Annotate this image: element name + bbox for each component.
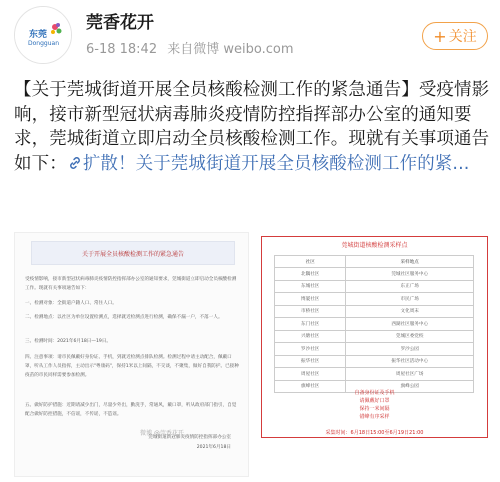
- table-cell: 振华社区: [275, 355, 346, 368]
- post-image-notice[interactable]: [14, 232, 249, 477]
- table-row: [275, 343, 474, 356]
- table-cell: 东门社区: [275, 318, 346, 331]
- post-image-sites[interactable]: [257, 232, 492, 444]
- table-row: [275, 330, 474, 343]
- username[interactable]: 莞香花开: [86, 13, 154, 33]
- svg-text:东莞: 东莞: [29, 30, 48, 40]
- sites-table: [274, 255, 474, 393]
- post-body: 受疫情影响，接市新型冠状病毒肺炎疫情防控指挥部办公室的通知要求，莞城街道立即启动全员核酸检测工作。现就有关事项通告如下：: [14, 80, 490, 174]
- table-cell: 东城社区: [275, 280, 346, 293]
- link-icon: [67, 155, 83, 171]
- table-row: [275, 305, 474, 318]
- table-row: [275, 318, 474, 331]
- table-cell: 北隅社区: [275, 268, 346, 281]
- plus-icon: +: [433, 26, 447, 46]
- watermark: 微博 @莞香花开: [140, 430, 184, 437]
- table-cell: 旗峰公园: [346, 380, 474, 393]
- avatar[interactable]: [14, 6, 72, 64]
- table-cell: 旗峰社区: [275, 380, 346, 393]
- table-cell: 市民广场: [346, 293, 474, 306]
- sites-card: [261, 236, 488, 438]
- table-row: [275, 293, 474, 306]
- post-source: 来自微博 weibo.com: [167, 42, 294, 57]
- svg-text:Dongguan: Dongguan: [28, 40, 59, 47]
- post-text: [14, 78, 492, 176]
- table-cell: 文化周末: [346, 305, 474, 318]
- sites-note: 错峰有序采样: [359, 414, 390, 420]
- table-row: [275, 368, 474, 381]
- table-cell: 东正广场: [346, 280, 474, 293]
- notice-paragraph: 一、检测对象：全街道户籍人口、常住人口。: [25, 301, 117, 306]
- notice-paragraph: 三、检测时间：2021年6月18日—19日。: [25, 339, 112, 344]
- table-header: 社区: [275, 256, 346, 268]
- table-cell: 莞城社区服务中心: [346, 268, 474, 281]
- table-cell: 振华社区活动中心: [346, 355, 474, 368]
- post-title: 【关于莞城街道开展全员核酸检测工作的紧急通告】: [14, 80, 419, 100]
- notice-paragraph: 二、检测地点：以社区为单位设置检测点，选择就近检测点进行检测，确保不漏一户，不落一人。: [25, 315, 223, 320]
- table-cell: 博厦社区: [275, 293, 346, 306]
- table-header: 采样地点: [346, 256, 474, 268]
- follow-button[interactable]: [422, 22, 488, 50]
- sites-time: 采集时间：6月18日15:00至6月19日21:00: [325, 430, 424, 436]
- post-date: 6-18 18:42: [86, 42, 158, 57]
- sites-note: 请佩戴好口罩: [359, 398, 390, 404]
- table-cell: 西湖社区服务中心: [346, 318, 474, 331]
- table-cell: 周屋社区广场: [346, 368, 474, 381]
- follow-label: 关注: [448, 29, 477, 45]
- table-cell: 莞城区委党校: [346, 330, 474, 343]
- post-meta: [86, 38, 300, 57]
- post-header: [0, 0, 500, 72]
- table-row: [275, 280, 474, 293]
- table-row: [275, 268, 474, 281]
- table-cell: 罗沙公园: [346, 343, 474, 356]
- notice-date: 2021年6月18日: [196, 445, 231, 450]
- notice-paragraph: 四、注意事项：请市民佩戴好身份证、手机，到就近检测点排队检测。检测过程中请主动配合，佩戴口罩，听从工作人员指挥，主动出示"粤康码"，保持1米以上间隔，不交谈，不聚集，做好自我防护。已接种疫苗的市民同样需要参加检测。: [25, 355, 239, 378]
- sites-title: 莞城街道核酸检测采样点: [341, 242, 408, 249]
- sites-note: 自备身份证及手机: [354, 390, 395, 396]
- table-cell: 兴塘社区: [275, 330, 346, 343]
- table-cell: 市桥社区: [275, 305, 346, 318]
- notice-title: 关于开展全员核酸检测工作的紧急通告: [31, 241, 235, 265]
- notice-paragraph: 受疫情影响，接市新型冠状病毒肺炎疫情防控指挥部办公室的通知要求，莞城街道立即启动全员核酸检测工作。现就有关事项通告如下：: [25, 277, 237, 291]
- post-link-text: 扩散！关于莞城街道开展全员核酸检测工作的紧...: [82, 153, 470, 174]
- dongguan-logo-icon: [15, 7, 72, 64]
- table-cell: 周屋社区: [275, 368, 346, 381]
- notice-paragraph: 五、做好防护措施：近期请减少出门，尽量少外出，勤洗手，常通风，戴口罩，听从政府部门指引，自觉配合做好防控措施，不信谣，不传谣，不造谣。: [25, 403, 237, 417]
- notice-signature: 莞城街道新冠肺炎疫情防控指挥部办公室: [148, 435, 231, 440]
- sites-notes: [262, 389, 487, 421]
- table-row: [275, 355, 474, 368]
- table-cell: 罗沙社区: [275, 343, 346, 356]
- sites-note: 保持一米间隔: [359, 406, 390, 412]
- post-link[interactable]: [67, 154, 470, 174]
